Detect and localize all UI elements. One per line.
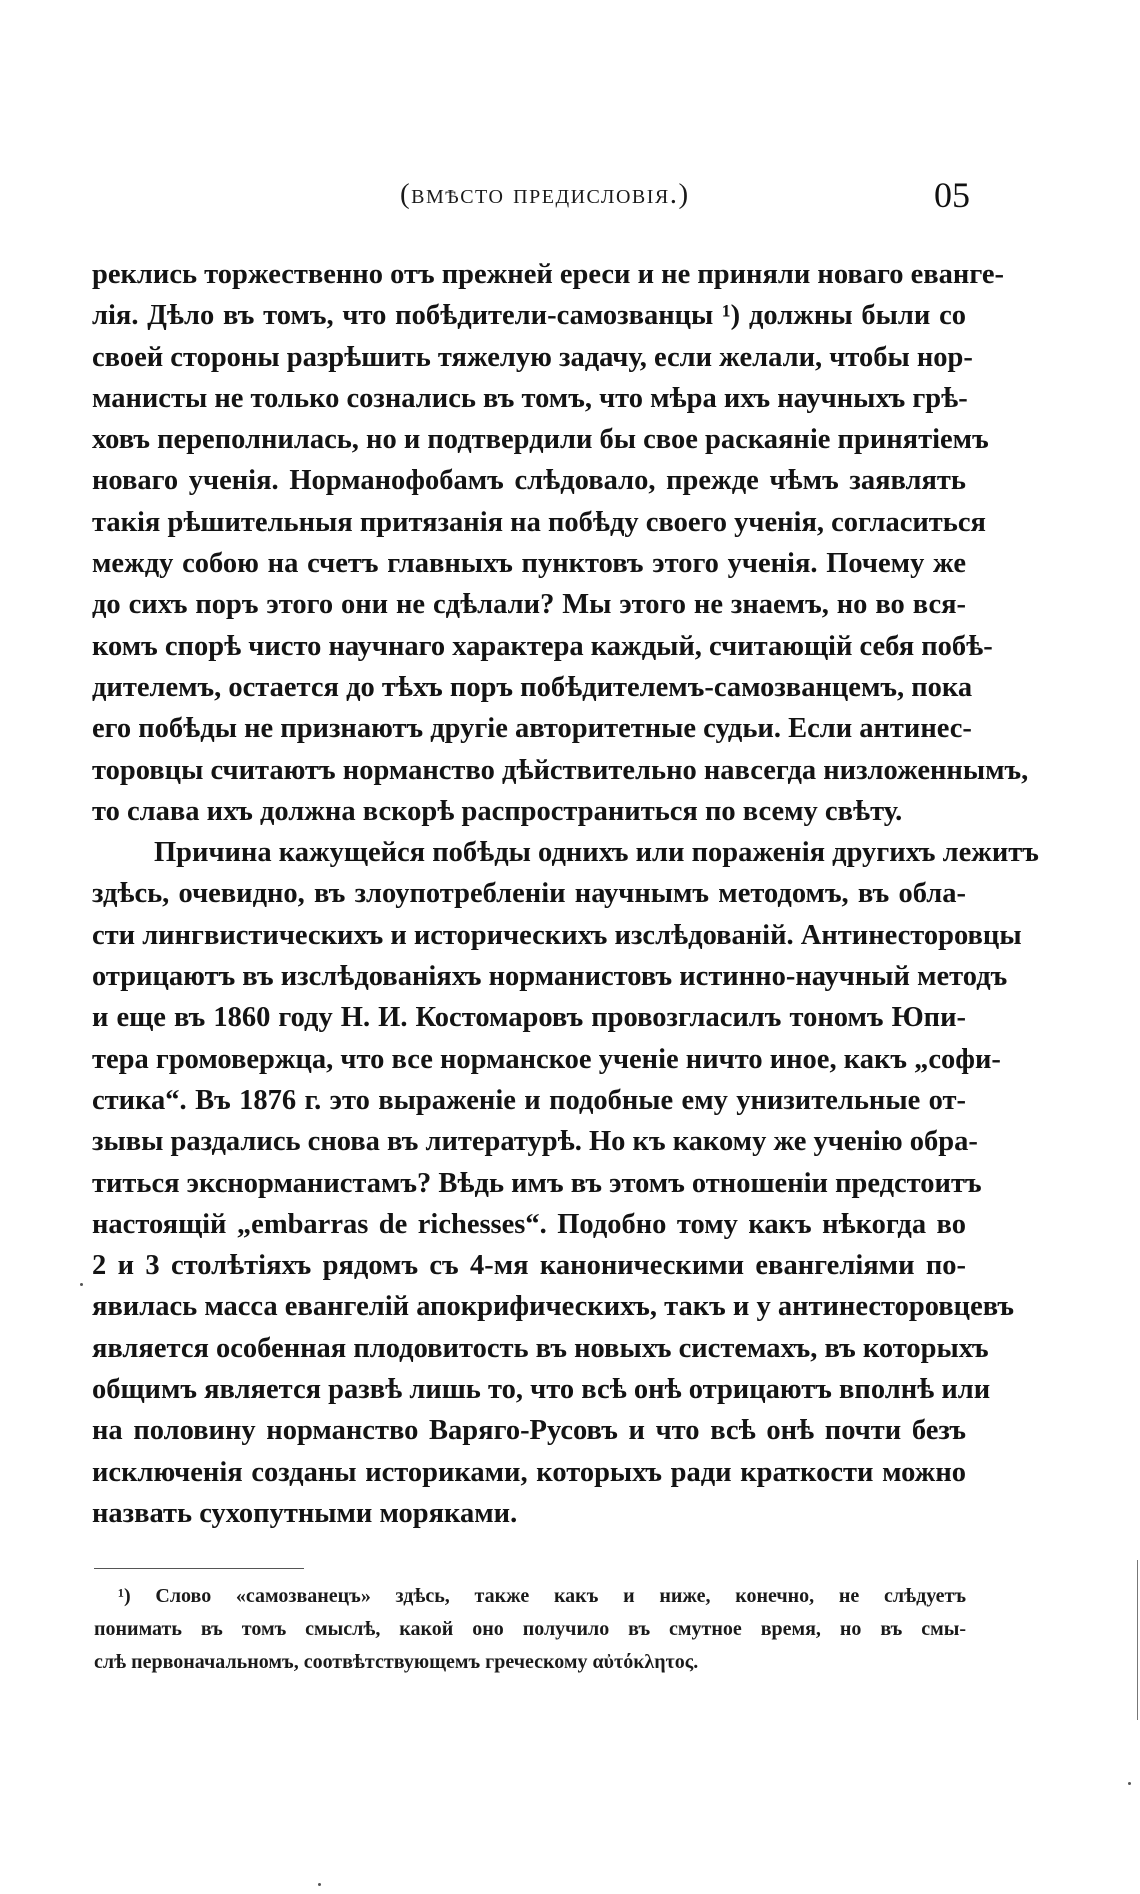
text-line: 2 и 3 столѣтіяхъ рядомъ съ 4-мя каноническими евангеліями по- — [92, 1250, 966, 1282]
text-line: торовцы считаютъ норманство дѣйствительно навсегда низложеннымъ, — [92, 754, 1029, 786]
running-header — [90, 175, 970, 224]
footnote-line: понимать въ томъ смыслѣ, какой оно получило въ смутное время, но въ смы- — [94, 1618, 966, 1640]
scan-edge-line — [1137, 1560, 1138, 1720]
text-line: зывы раздались снова въ литературѣ. Но къ какому же ученію обра- — [92, 1126, 978, 1158]
text-line: комъ спорѣ чисто научнаго характера каждый, считающій себя побѣ- — [92, 630, 993, 662]
text-line: лія. Дѣло въ томъ, что побѣдители-самозванцы ¹) должны были со — [92, 300, 966, 332]
footnote — [94, 1580, 966, 1679]
text-line: назвать сухопутными моряками. — [92, 1497, 518, 1529]
text-line: титься экснорманистамъ? Вѣдь имъ въ этомъ отношеніи предстоитъ — [92, 1167, 982, 1199]
text-line: ховъ переполнилась, но и подтвердили бы свое раскаяніе принятіемъ — [92, 424, 989, 456]
text-line: на половину норманство Варяго-Русовъ и что всѣ онѣ почти безъ — [92, 1415, 966, 1447]
text-line: такія рѣшительныя притязанія на побѣду своего ученія, согласиться — [92, 506, 986, 538]
text-line: является особенная плодовитость въ новыхъ системахъ, въ которыхъ — [92, 1332, 989, 1364]
text-line: исключенія созданы историками, которыхъ ради краткости можно — [92, 1456, 966, 1488]
footnote-line: ¹) Слово «самозванецъ» здѣсь, также какъ и ниже, конечно, не слѣдуетъ — [118, 1585, 966, 1607]
paragraph-1 — [92, 254, 1029, 832]
running-title: (вмѣсто предисловія.) — [400, 178, 690, 210]
text-line: отрицаютъ въ изслѣдованіяхъ норманистовъ истинно-научный методъ — [92, 961, 1008, 993]
text-line: до сихъ поръ этого они не сдѣлали? Мы этого не знаемъ, но во вся- — [92, 589, 966, 621]
paragraph-2 — [92, 832, 1039, 1534]
text-line: настоящій „embarras de richesses“. Подобно тому какъ нѣкогда во — [92, 1208, 966, 1240]
footnote-line: слѣ первоначальномъ, соотвѣтствующемъ греческому αὐτόκλητος. — [94, 1651, 699, 1673]
text-line: и еще въ 1860 году Н. И. Костомаровъ провозгласилъ тономъ Юпи- — [92, 1002, 966, 1034]
text-line: дителемъ, остается до тѣхъ поръ побѣдителемъ-самозванцемъ, пока — [92, 671, 973, 703]
scan-speck — [80, 1283, 83, 1286]
scan-speck — [1128, 1782, 1131, 1785]
text-line: Причина кажущейся побѣды однихъ или пораженія другихъ лежитъ — [154, 837, 1039, 869]
text-line: сти лингвистическихъ и историческихъ изслѣдованій. Антинесторовцы — [92, 919, 1022, 951]
text-line: новаго ученія. Норманофобамъ слѣдовало, прежде чѣмъ заявлять — [92, 465, 966, 497]
text-line: манисты не только сознались въ томъ, что мѣра ихъ научныхъ грѣ- — [92, 382, 968, 414]
text-line: его побѣды не признаютъ другіе авторитетные судьи. Если антинес- — [92, 713, 972, 745]
text-line: здѣсь, очевидно, въ злоупотребленіи научнымъ методомъ, въ обла- — [92, 878, 966, 910]
body-text — [92, 254, 1039, 1534]
text-line: то слава ихъ должна вскорѣ распространиться по всему свѣту. — [92, 795, 903, 827]
text-line: явилась масса евангелій апокрифическихъ, такъ и у антинесторовцевъ — [92, 1291, 1015, 1323]
text-line: своей стороны разрѣшить тяжелую задачу, если желали, чтобы нор- — [92, 341, 973, 373]
text-line: общимъ является развѣ лишь то, что всѣ онѣ отрицаютъ вполнѣ или — [92, 1374, 991, 1406]
text-line: стика“. Въ 1876 г. это выраженіе и подобные ему унизительные от- — [92, 1084, 966, 1116]
text-line: тера громовержца, что все норманское ученіе ничто иное, какъ „софи- — [92, 1043, 1001, 1075]
page-number: 05 — [934, 175, 970, 215]
text-line: между собою на счетъ главныхъ пунктовъ этого ученія. Почему же — [92, 548, 966, 580]
footnote-divider — [94, 1568, 304, 1569]
text-line: реклись торжественно отъ прежней ереси и не приняли новаго еванге- — [92, 259, 1005, 290]
scan-speck — [318, 1883, 321, 1886]
